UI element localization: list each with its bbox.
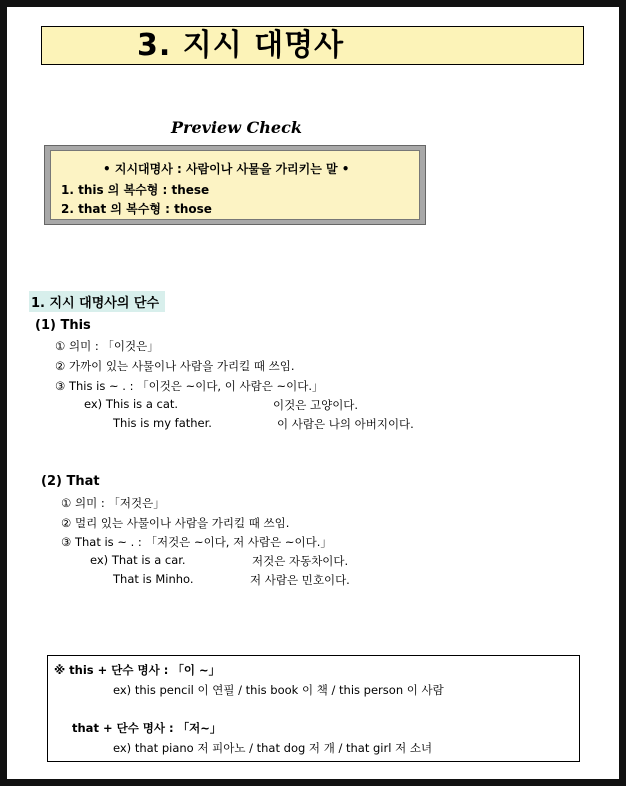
note-this-examples: ex) this pencil 이 연필 / this book 이 책 / this person 이 사람 — [113, 683, 444, 697]
that-usage: ② 멀리 있는 사물이나 사람을 가리킬 때 쓰임. — [61, 516, 290, 530]
preview-plural-this: 1. this 의 복수형 : these — [61, 183, 210, 197]
note-that-rule: that + 단수 명사 : 「저~」 — [72, 721, 222, 735]
preview-box — [44, 145, 426, 225]
subheading-this: (1) This — [35, 318, 91, 333]
this-usage: ② 가까이 있는 사물이나 사람을 가리킬 때 쓰임. — [55, 359, 295, 373]
this-example-1-ko: 이것은 고양이다. — [273, 398, 359, 412]
preview-box-inner — [50, 150, 420, 220]
preview-heading: Preview Check — [171, 118, 302, 137]
that-meaning: ① 의미 : 「저것은」 — [61, 496, 165, 510]
note-this-rule: ※ this + 단수 명사 : 「이 ~」 — [54, 663, 221, 677]
this-example-2-en: This is my father. — [113, 416, 212, 430]
preview-plural-that: 2. that 의 복수형 : those — [61, 202, 212, 216]
preview-definition: • 지시대명사 : 사람이나 사물을 가리키는 말 • — [103, 162, 350, 176]
that-example-2-en: That is Minho. — [113, 572, 194, 586]
this-example-1-en: ex) This is a cat. — [84, 397, 179, 411]
this-example-2-ko: 이 사람은 나의 아버지이다. — [277, 417, 414, 431]
that-example-2-ko: 저 사람은 민호이다. — [250, 573, 350, 587]
note-box — [47, 655, 580, 762]
section-heading: 1. 지시 대명사의 단수 — [29, 291, 165, 312]
subheading-that: (2) That — [41, 474, 100, 489]
title-banner — [41, 26, 584, 65]
note-that-examples: ex) that piano 저 피아노 / that dog 저 개 / that girl 저 소녀 — [113, 741, 433, 755]
this-pattern: ③ This is ~ . : 「이것은 ~이다, 이 사람은 ~이다.」 — [55, 379, 324, 393]
that-pattern: ③ That is ~ . : 「저것은 ~이다, 저 사람은 ~이다.」 — [61, 535, 332, 549]
page-title: 3. 지시 대명사 — [137, 28, 345, 63]
that-example-1-en: ex) That is a car. — [90, 553, 186, 567]
document-page — [7, 7, 619, 779]
that-example-1-ko: 저것은 자동차이다. — [252, 554, 349, 568]
this-meaning: ① 의미 : 「이것은」 — [55, 339, 159, 353]
